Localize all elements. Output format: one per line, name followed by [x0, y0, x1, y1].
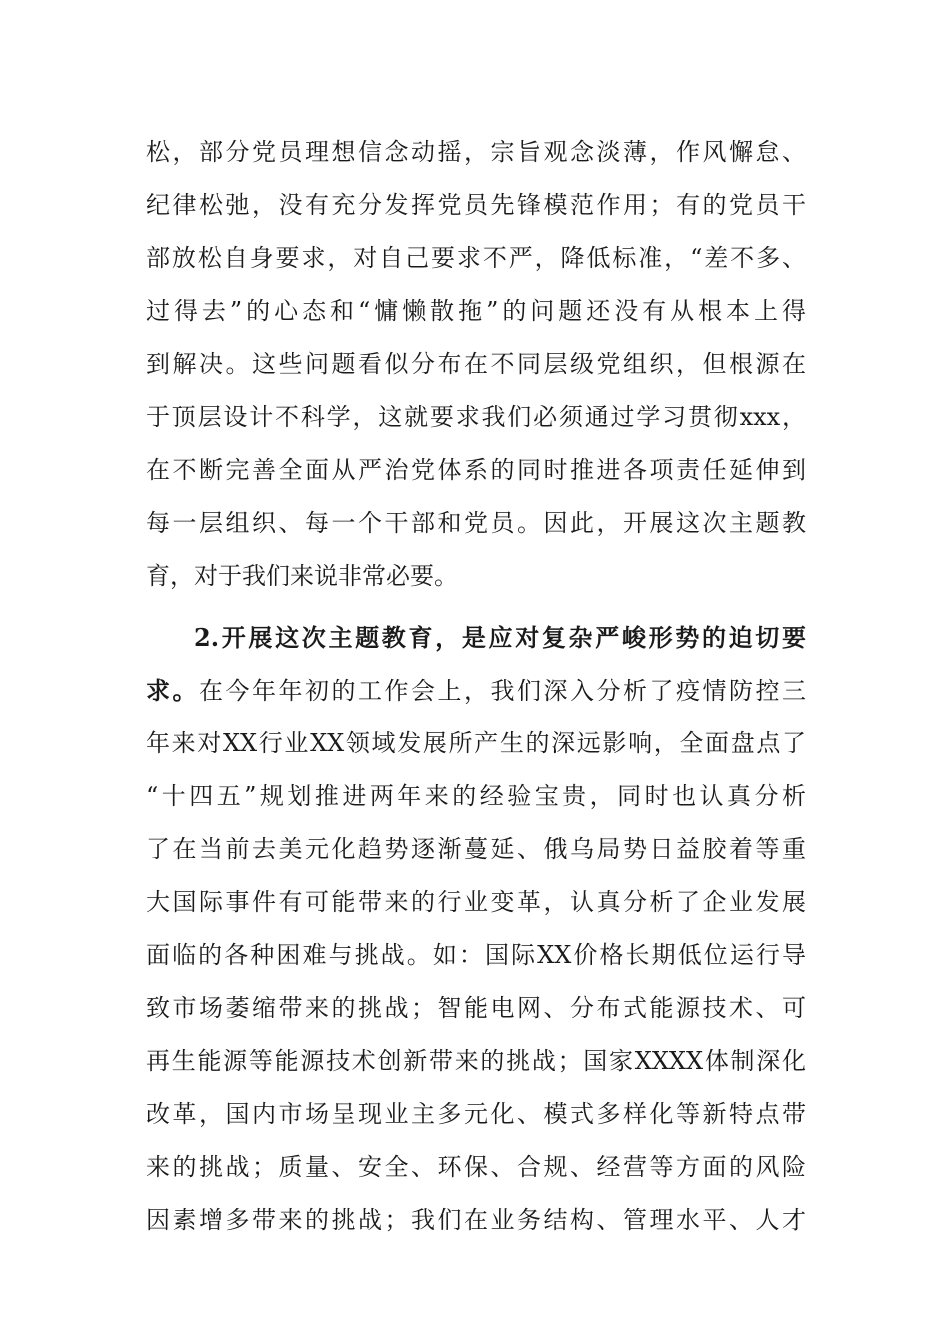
text-line: 育，对于我们来说非常必要。 — [146, 562, 458, 590]
text-line: 改革，国内市场呈现业主多元化、模式多样化等新特点带 — [146, 1100, 806, 1128]
text-line: 部放松自身要求，对自己要求不严，降低标准，“差不多、 — [146, 244, 806, 272]
text-line: 致市场萎缩带来的挑战；智能电网、分布式能源技术、可 — [146, 994, 806, 1022]
text-line: 纪律松弛，没有充分发挥党员先锋模范作用；有的党员干 — [146, 191, 806, 219]
section-heading-end: 求。 — [146, 676, 199, 705]
text-line: 每一层组织、每一个干部和党员。因此，开展这次主题教 — [146, 509, 806, 537]
text-line — [146, 664, 806, 717]
text-line: 在不断完善全面从严治党体系的同时推进各项责任延伸到 — [146, 456, 806, 484]
text-line-rest: 在今年年初的工作会上，我们深入分析了疫情防控三 — [199, 677, 806, 705]
text-line: 年来对XX行业XX领域发展所产生的深远影响，全面盘点了 — [146, 729, 806, 757]
text-line: 于顶层设计不科学，这就要求我们必须通过学习贯彻xxx， — [146, 403, 806, 431]
text-line: 面临的各种困难与挑战。如：国际XX价格长期低位运行导 — [146, 941, 806, 969]
text-line: 大国际事件有可能带来的行业变革，认真分析了企业发展 — [146, 888, 806, 916]
text-line: 过得去”的心态和“慵懒散拖”的问题还没有从根本上得 — [146, 297, 806, 325]
text-line: “十四五”规划推进两年来的经验宝贵，同时也认真分析 — [146, 782, 806, 810]
section-heading: 2.开展这次主题教育，是应对复杂严峻形势的迫切要 — [194, 623, 806, 652]
text-line: 到解决。这些问题看似分布在不同层级党组织，但根源在 — [146, 350, 806, 378]
text-line: 因素增多带来的挑战；我们在业务结构、管理水平、人才 — [146, 1206, 806, 1234]
text-line: 来的挑战；质量、安全、环保、合规、经营等方面的风险 — [146, 1153, 806, 1181]
text-line: 再生能源等能源技术创新带来的挑战；国家XXXX体制深化 — [146, 1047, 806, 1075]
text-line: 松，部分党员理想信念动摇，宗旨观念淡薄，作风懈怠、 — [146, 138, 806, 166]
text-line: 了在当前去美元化趋势逐渐蔓延、俄乌局势日益胶着等重 — [146, 835, 806, 863]
paragraph-continuation — [146, 126, 806, 603]
paragraph-section-2 — [146, 611, 806, 1247]
